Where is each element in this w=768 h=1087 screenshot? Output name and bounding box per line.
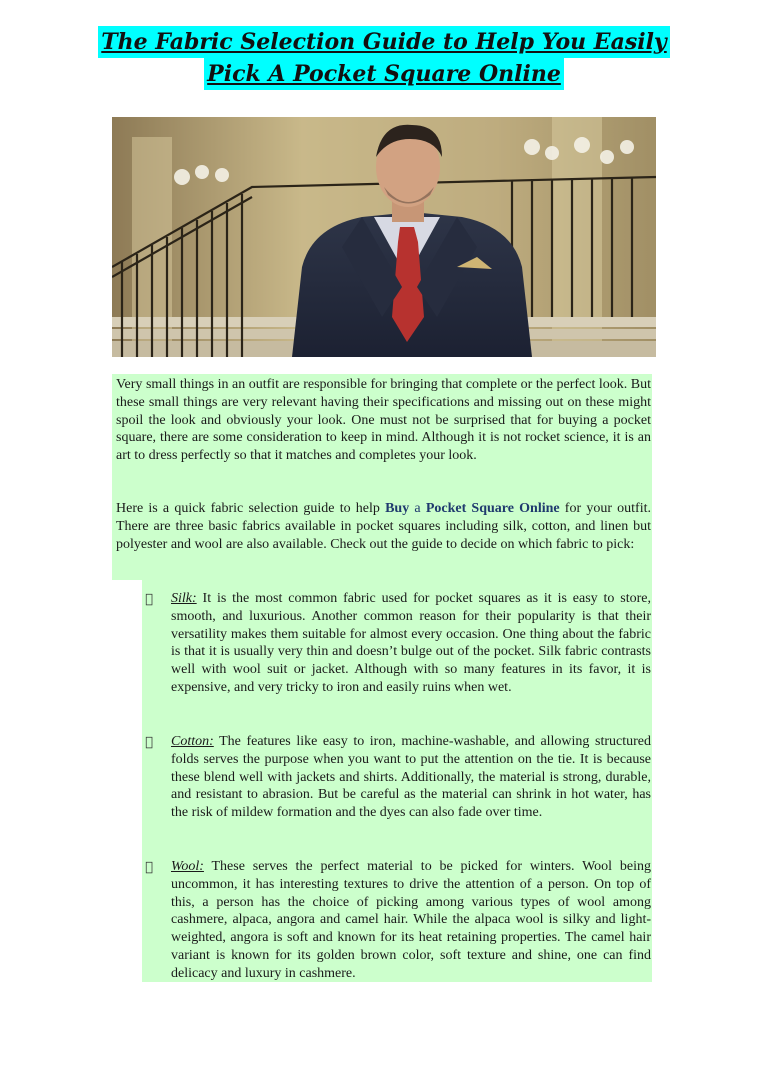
title-line-2: Pick A Pocket Square Online xyxy=(204,58,564,90)
fabric-label-cotton: Cotton: xyxy=(171,734,214,749)
guide-text-after: for your outfit. There are three basic fabrics available in pocket squares including silk, cotton, and linen but polyester and wool are also available. Check out the guide to decide on which fabric to pick: xyxy=(116,501,651,552)
fabric-text-wool: These serves the perfect material to be picked for winters. Wool being uncommon, it has interesting textures to drive the attention of a person. On top of this, a person has the choice of picking among various types of wool among cashmere, alpaca, angora and camel hair. While the alpaca wool is silky and light-weighted, angora is soft and known for its heat retaining properties. The camel hair variant is known for its golden brown color, soft texture and shine, one can find delicacy and luxury in cashmere. xyxy=(171,859,651,981)
list-item-cotton xyxy=(171,733,651,822)
man-in-suit-photo-icon xyxy=(112,117,656,357)
buy-link[interactable]: Buy xyxy=(385,501,410,516)
intro-paragraph: Very small things in an outfit are responsible for bringing that complete or the perfect look. But these small things are very relevant having their specifications and missing out on these might spoil the look and obviously your look. One must not be surprised that for buying a pocket square, there are some consideration to keep in mind. Although it is not rocket science, it is an art to dress perfectly so that it matches and completes your look. xyxy=(116,377,651,464)
fabric-text-silk: It is the most common fabric used for pocket squares as it is easy to store, smooth, and luxurious. Another common reason for their popularity is that their versatility makes them suitable for almost every occasion. One thing about the fabric is that it is usually very thin and doesn’t bulge out of the pocket. Silk fabric contrasts well with wool suit or jacket. Although with so many features in its favor, it is expensive, and very tricky to iron and easily ruins when wet. xyxy=(171,591,651,695)
fabric-text-cotton: The features like easy to iron, machine-washable, and allowing structured folds serves the purpose when you want to put the attention on the tie. It is because these blend well with jackets and shirts. Additionally, the material is strong, durable, and resistant to abrasion. But be careful as the material can shrink in hot water, has the risk of mildew formation and the dyes can also fade over time. xyxy=(171,734,651,821)
guide-text-before: Here is a quick fabric selection guide to help xyxy=(116,501,386,516)
guide-paragraph xyxy=(116,500,651,553)
title-line-1: The Fabric Selection Guide to Help You Easily xyxy=(98,26,669,58)
fabric-label-wool: Wool: xyxy=(171,859,204,874)
document-title xyxy=(0,26,768,90)
hero-photo xyxy=(112,117,656,357)
list-item-wool xyxy=(171,858,651,983)
link-connector[interactable]: a xyxy=(409,501,426,516)
list-item-silk xyxy=(171,590,651,697)
bullet-icon xyxy=(143,860,155,875)
fabric-label-silk: Silk: xyxy=(171,591,197,606)
pocket-square-online-link[interactable]: Pocket Square Online xyxy=(425,501,560,516)
bullet-icon xyxy=(143,592,155,607)
bullet-icon xyxy=(143,735,155,750)
